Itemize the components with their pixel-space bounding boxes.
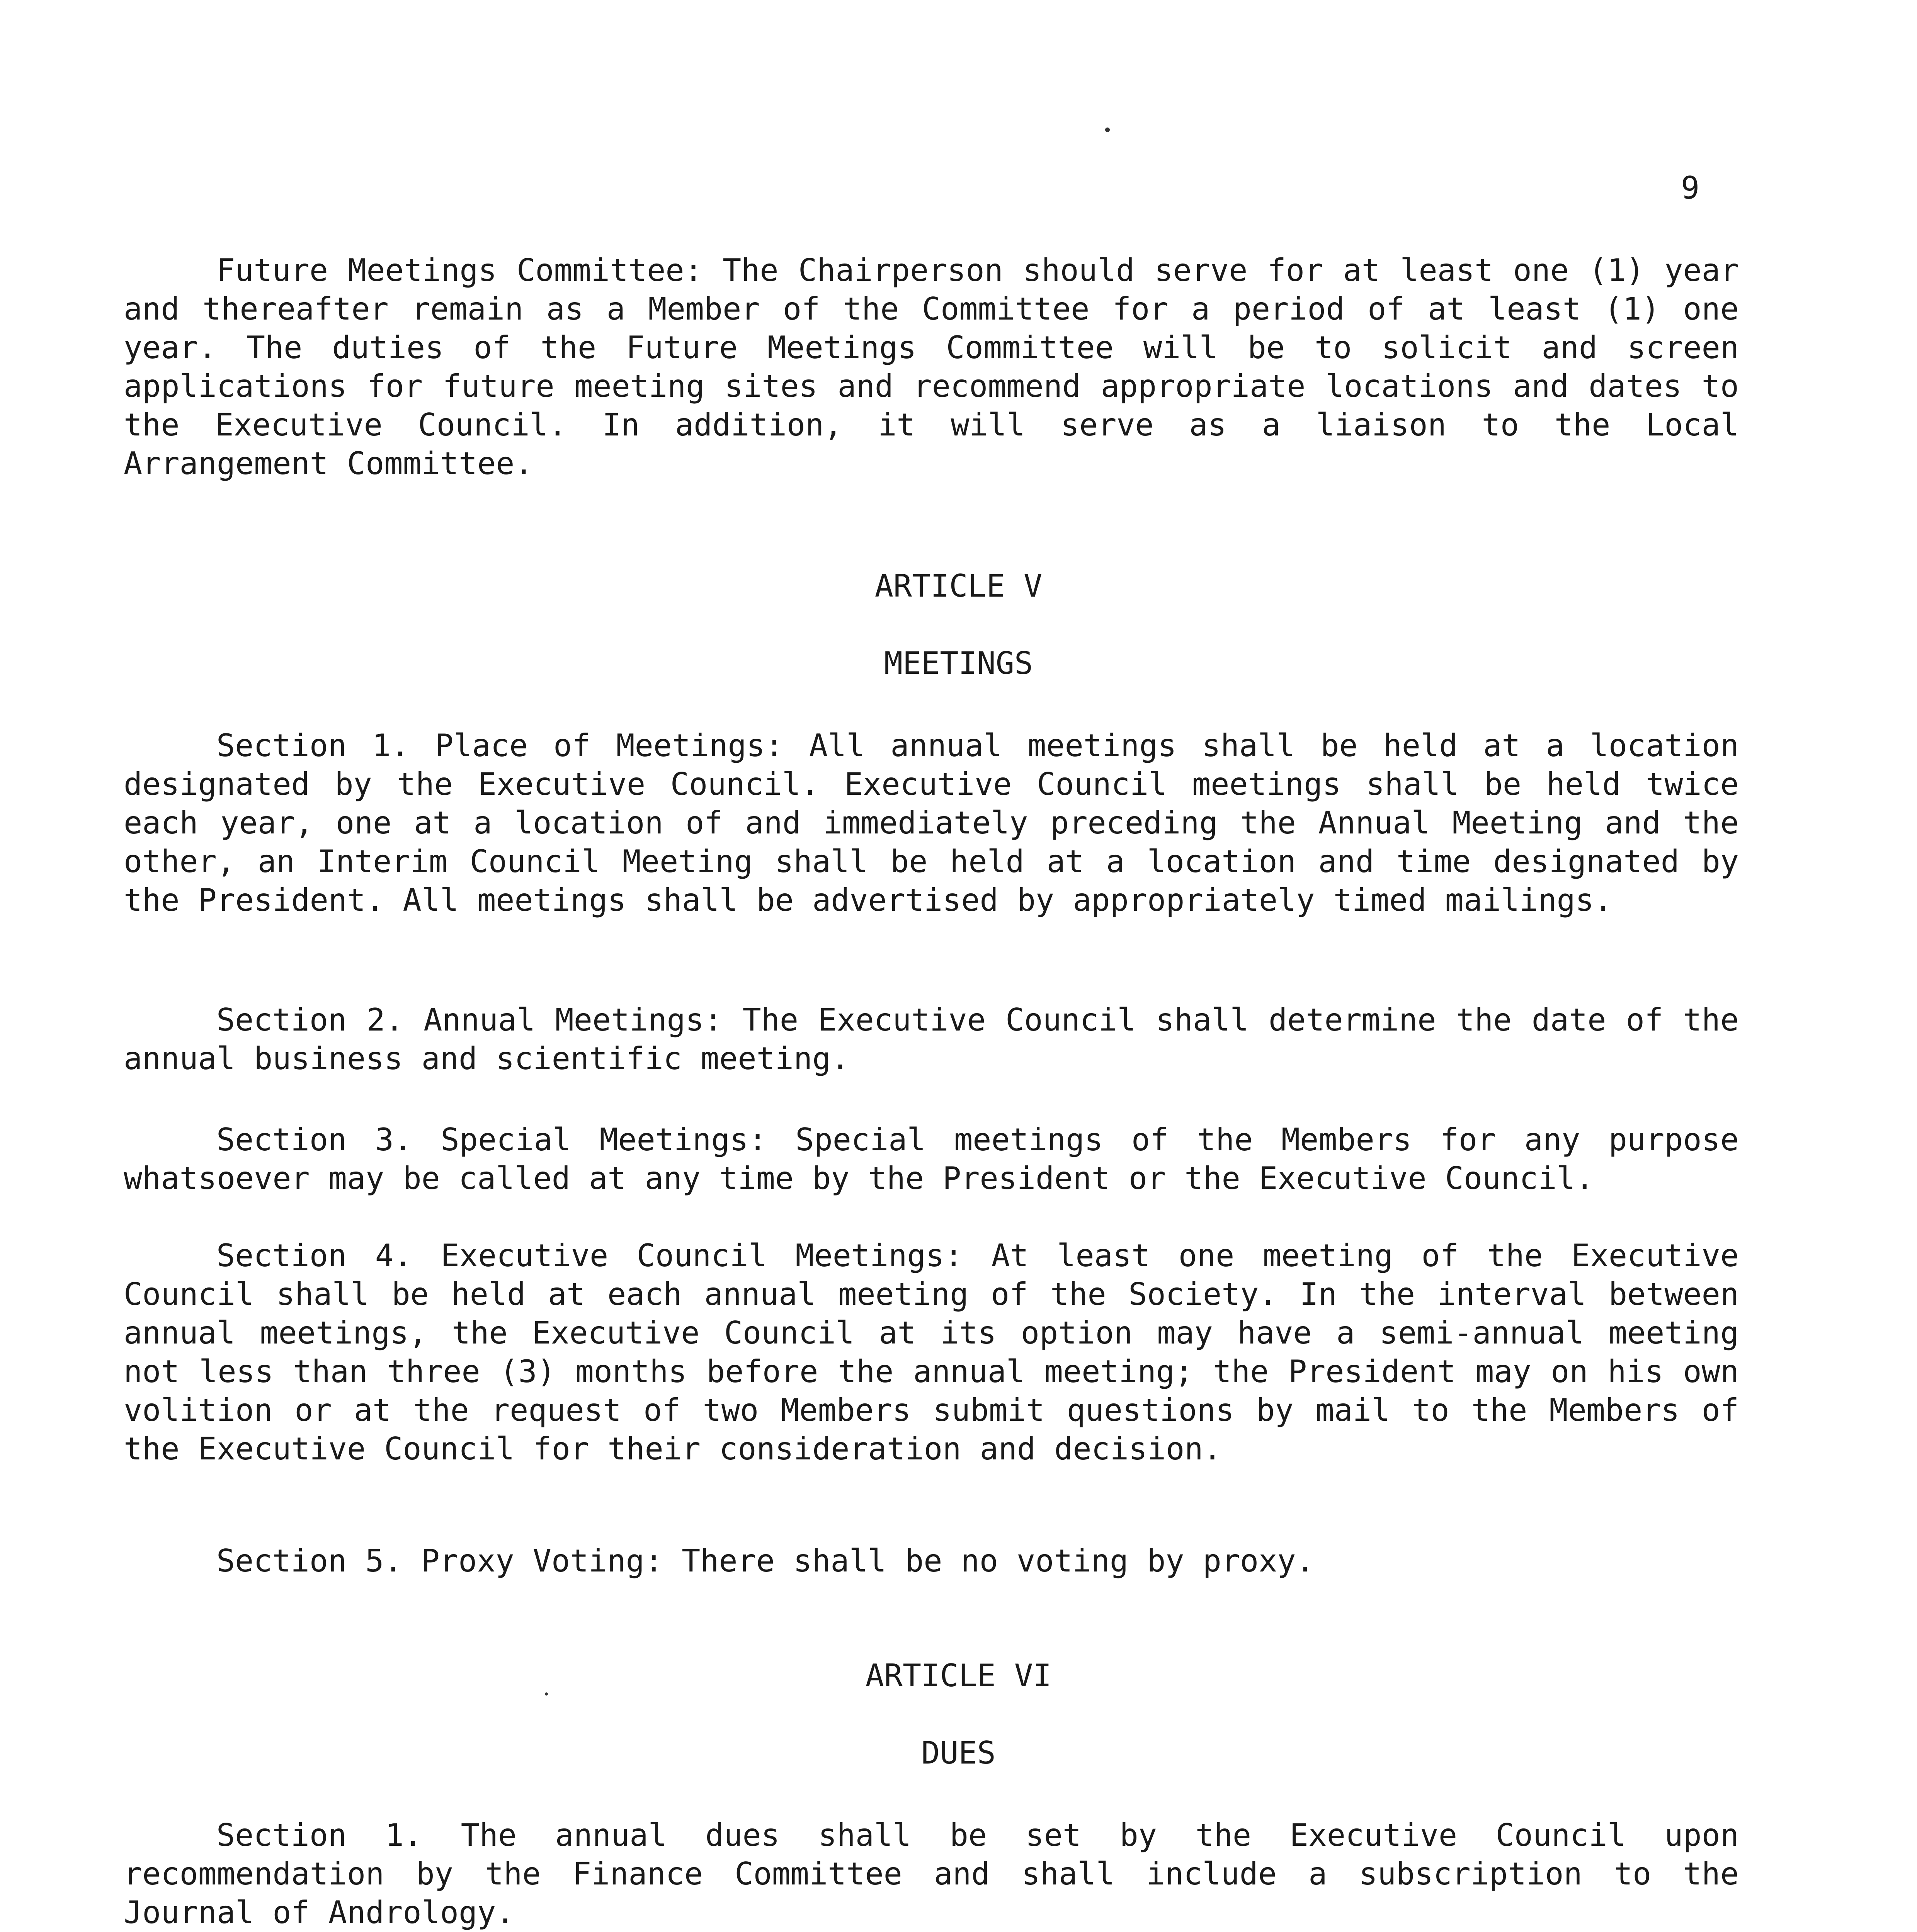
- section-text: Section 4. Executive Council Meetings: At least one meeting of the Executive Council shall be held at each annual meeting of the Society. In the interval between annual meetings, the Executive Council at its option may have a semi-annual meeting not less than three (3) months before the annual meeting; the President may on his own volition or at the request of two Members submit questions by mail to the Members of the Executive Council for their consideration and decision.: [124, 1238, 1739, 1467]
- article-vi-number: ARTICLE VI: [865, 1658, 1052, 1694]
- future-meetings-paragraph: [124, 251, 1739, 483]
- article-v-section-2: [124, 1001, 1739, 1078]
- section-text: Section 1. The annual dues shall be set by the Executive Council upon recommendation by the Finance Committee and shall include a subscription to the Journal of Andrology.: [124, 1817, 1739, 1930]
- article-vi-section-1: [124, 1816, 1739, 1932]
- article-v-section-1: [124, 726, 1739, 920]
- page-number: 9: [1681, 170, 1700, 206]
- scan-speck: [545, 1692, 548, 1696]
- article-v-section-3: [124, 1121, 1739, 1198]
- section-text: Section 3. Special Meetings: Special meetings of the Members for any purpose whatsoever may be called at any time by the President or the Executive Council.: [124, 1122, 1739, 1196]
- article-v-section-4: [124, 1236, 1739, 1468]
- article-v-section-5: [124, 1542, 1739, 1580]
- article-v-number: ARTICLE V: [874, 568, 1043, 604]
- paragraph-text: Future Meetings Committee: The Chairperson should serve for at least one (1) year and thereafter remain as a Member of the Committee for a period of at least (1) one year. The duties of the Future Meetings Committee will be to solicit and screen applications for future meeting sites and recommend appropriate locations and dates to the Executive Council. In addition, it will serve as a liaison to the Local Arrangement Committee.: [124, 252, 1739, 481]
- section-text: Section 2. Annual Meetings: The Executive Council shall determine the date of the annual business and scientific meeting.: [124, 1002, 1739, 1077]
- section-text: Section 1. Place of Meetings: All annual meetings shall be held at a location designated by the Executive Council. Executive Council meetings shall be held twice each year, one at a location of and immediately preceding the Annual Meeting and the other, an Interim Council Meeting shall be held at a location and time designated by the President. All meetings shall be advertised by appropriately timed mailings.: [124, 728, 1739, 918]
- scan-speck: [1105, 128, 1110, 132]
- article-v-title: MEETINGS: [884, 645, 1033, 681]
- section-text: Section 5. Proxy Voting: There shall be no voting by proxy.: [216, 1543, 1315, 1579]
- article-vi-title: DUES: [921, 1735, 996, 1771]
